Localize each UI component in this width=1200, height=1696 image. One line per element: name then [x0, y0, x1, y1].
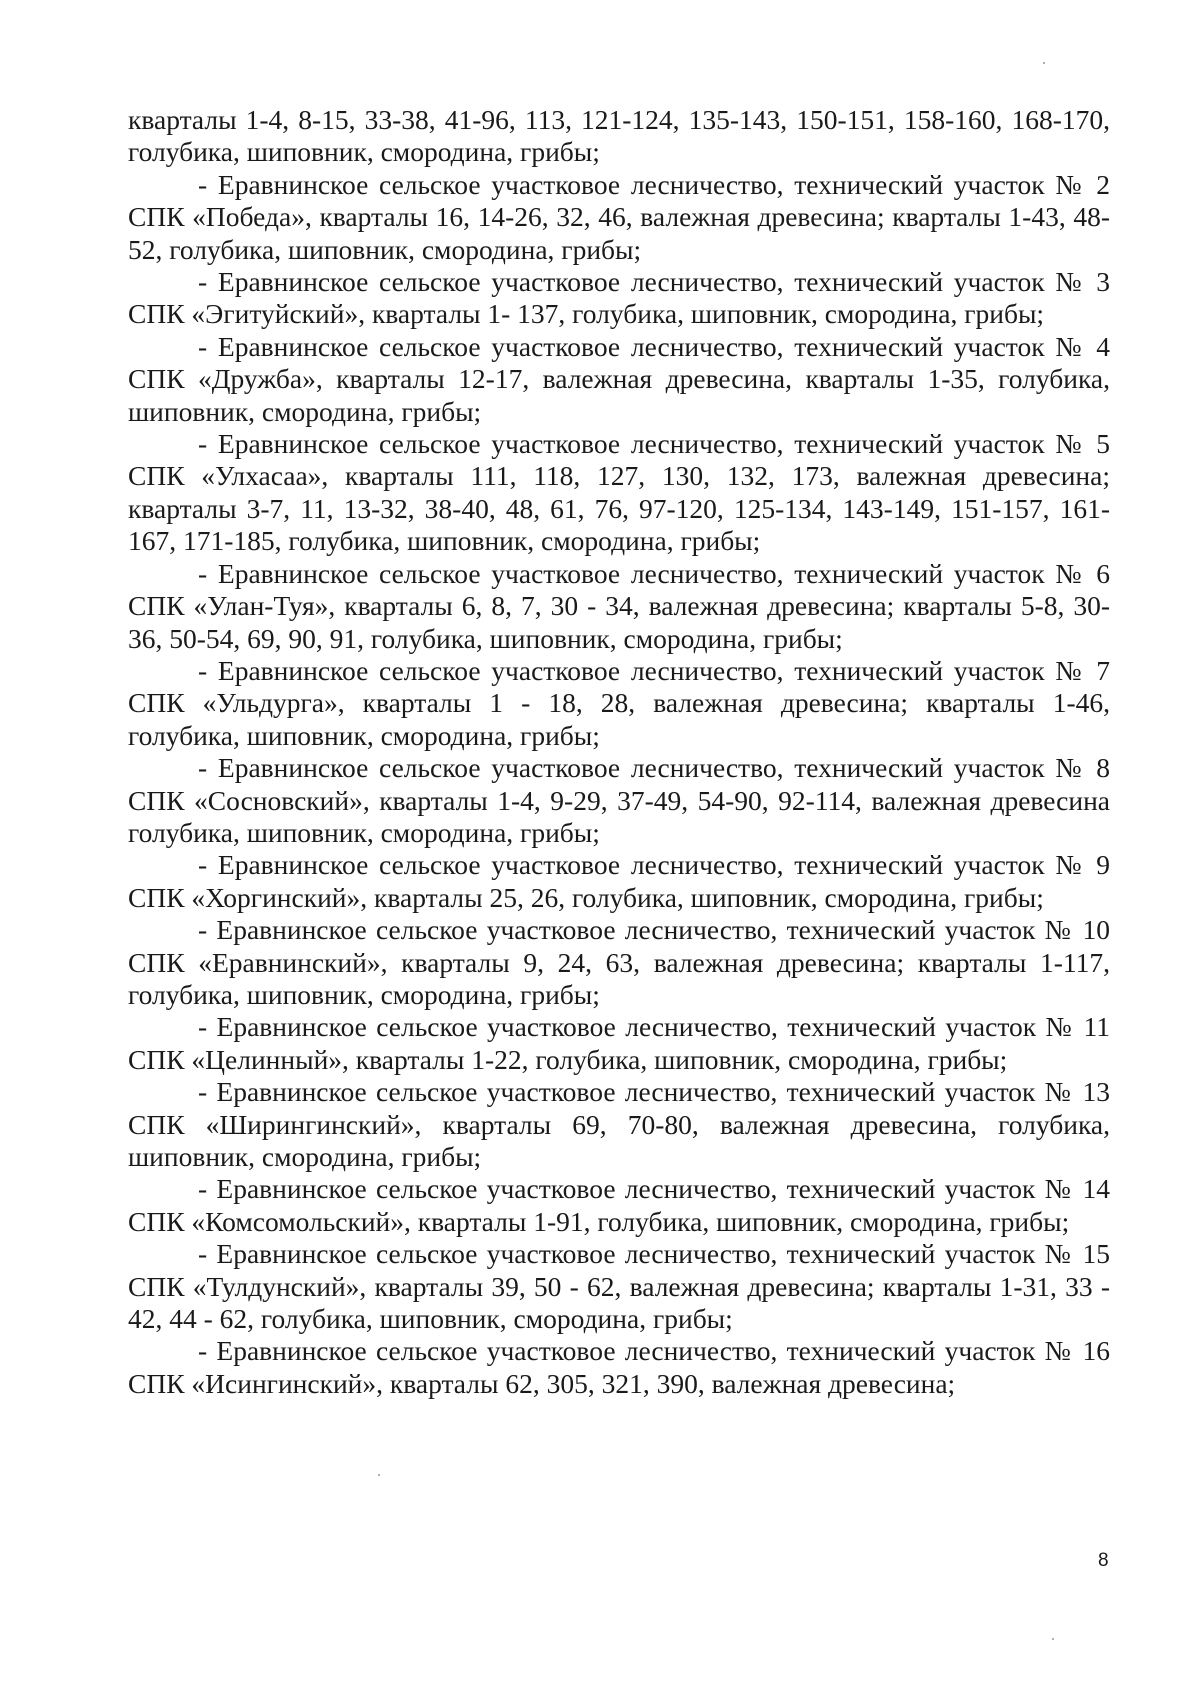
- body-text: [128, 104, 1110, 1400]
- paragraph-4: - Еравнинское сельское участковое лесничество, технический участок № 4 СПК «Дружба», кварталы 12-17, валежная древесина, кварталы 1-35, голубика, шиповник, смородина, грибы;: [128, 330, 1110, 427]
- paragraph-15: - Еравнинское сельское участковое лесничество, технический участок № 16 СПК «Исингинский», кварталы 62, 305, 321, 390, валежная древесина;: [128, 1335, 1110, 1399]
- page-number: 8: [1098, 1550, 1109, 1571]
- paragraph-10: - Еравнинское сельское участковое лесничество, технический участок № 10 СПК «Еравнинский», кварталы 9, 24, 63, валежная древесина; кварталы 1-117, голубика, шиповник, смородина, грибы;: [128, 914, 1110, 1010]
- scan-speck: [1052, 1638, 1054, 1640]
- scan-speck: [1043, 62, 1045, 64]
- paragraph-14: - Еравнинское сельское участковое лесничество, технический участок № 15 СПК «Тулдунский», кварталы 39, 50 - 62, валежная древесина; кварталы 1-31, 33 - 42, 44 - 62, голубика, шиповник, смородина, грибы;: [128, 1238, 1110, 1335]
- scan-speck: [378, 1474, 380, 1476]
- paragraph-13: - Еравнинское сельское участковое лесничество, технический участок № 14 СПК «Комсомольский», кварталы 1-91, голубика, шиповник, смородина, грибы;: [128, 1173, 1110, 1237]
- paragraph-9: - Еравнинское сельское участковое лесничество, технический участок № 9 СПК «Хоргинский», кварталы 25, 26, голубика, шиповник, смородина, грибы;: [128, 849, 1110, 913]
- paragraph-8: - Еравнинское сельское участковое лесничество, технический участок № 8 СПК «Сосновский», кварталы 1-4, 9-29, 37-49, 54-90, 92-114, валежная древесина голубика, шиповник, смородина, грибы;: [128, 752, 1110, 848]
- paragraph-1: кварталы 1-4, 8-15, 33-38, 41-96, 113, 121-124, 135-143, 150-151, 158-160, 168-170, голубика, шиповник, смородина, грибы;: [128, 104, 1110, 168]
- paragraph-12: - Еравнинское сельское участковое лесничество, технический участок № 13 СПК «Ширингинский», кварталы 69, 70-80, валежная древесина, голубика, шиповник, смородина, грибы;: [128, 1076, 1110, 1172]
- paragraph-11: - Еравнинское сельское участковое лесничество, технический участок № 11 СПК «Целинный», кварталы 1-22, голубика, шиповник, смородина, грибы;: [128, 1011, 1110, 1075]
- paragraph-5: - Еравнинское сельское участковое лесничество, технический участок № 5 СПК «Улхасаа», кварталы 111, 118, 127, 130, 132, 173, валежная древесина; кварталы 3-7, 11, 13-32, 38-40, 48, 61, 76, 97-120, 125-134, 143-149, 151-157, 161-167, 171-185, голубика, шиповник, смородина, грибы;: [128, 428, 1110, 557]
- paragraph-7: - Еравнинское сельское участковое лесничество, технический участок № 7 СПК «Ульдурга», кварталы 1 - 18, 28, валежная древесина; кварталы 1-46, голубика, шиповник, смородина, грибы;: [128, 654, 1110, 751]
- paragraph-2: - Еравнинское сельское участковое лесничество, технический участок № 2 СПК «Победа», кварталы 16, 14-26, 32, 46, валежная древесина; кварталы 1-43, 48-52, голубика, шиповник, смородина, грибы;: [128, 168, 1110, 265]
- paragraph-6: - Еравнинское сельское участковое лесничество, технический участок № 6 СПК «Улан-Туя», кварталы 6, 8, 7, 30 - 34, валежная древесина; кварталы 5-8, 30-36, 50-54, 69, 90, 91, голубика, шиповник, смородина, грибы;: [128, 557, 1110, 654]
- paragraph-3: - Еравнинское сельское участковое лесничество, технический участок № 3 СПК «Эгитуйский», кварталы 1- 137, голубика, шиповник, смородина, грибы;: [128, 266, 1110, 330]
